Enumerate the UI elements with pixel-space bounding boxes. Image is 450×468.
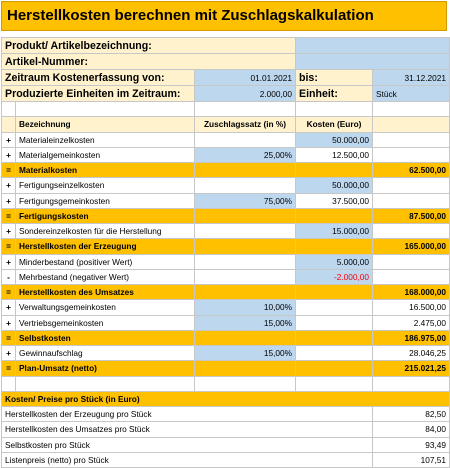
row-cost-input[interactable]: -2.000,00: [296, 269, 373, 284]
row-rate: [195, 208, 296, 223]
sheet-title: Herstellkosten berechnen mit Zuschlagskalkulation: [1, 1, 447, 31]
per-unit-label: Herstellkosten der Erzeugung pro Stück: [2, 407, 373, 422]
row-operator: +: [2, 147, 16, 162]
article-number-label: Artikel-Nummer:: [2, 54, 296, 70]
product-label: Produkt/ Artikelbezeichnung:: [2, 38, 296, 54]
row-total: [373, 193, 450, 208]
calculation-sheet: [1, 37, 450, 468]
row-rate: [195, 224, 296, 239]
per-unit-value: 107,51: [373, 452, 450, 467]
table-row: [2, 132, 450, 147]
row-total: [373, 178, 450, 193]
per-unit-label: Herstellkosten des Umsatzes pro Stück: [2, 422, 373, 437]
row-cost: [296, 346, 373, 361]
product-input[interactable]: [296, 38, 450, 54]
per-unit-value: 84,00: [373, 422, 450, 437]
row-cost-input[interactable]: 15.000,00: [296, 224, 373, 239]
info-row-article: [2, 54, 450, 70]
header-bezeichnung: Bezeichnung: [16, 117, 195, 132]
row-rate-input[interactable]: 15,00%: [195, 346, 296, 361]
row-operator: +: [2, 346, 16, 361]
per-unit-value: 93,49: [373, 437, 450, 452]
header-total: [373, 117, 450, 132]
row-label: Materialgemeinkosten: [16, 147, 195, 162]
table-row: [2, 300, 450, 315]
row-total: 215.021,25: [373, 361, 450, 376]
row-label: Materialeinzelkosten: [16, 132, 195, 147]
row-label: Selbstkosten: [16, 330, 195, 345]
row-total: [373, 254, 450, 269]
row-cost: [296, 285, 373, 300]
row-total: 168.000,00: [373, 285, 450, 300]
table-row-subtotal: [2, 239, 450, 254]
table-row-subtotal: [2, 361, 450, 376]
row-operator: +: [2, 193, 16, 208]
header-kosten: Kosten (Euro): [296, 117, 373, 132]
row-total: [373, 147, 450, 162]
row-operator: =: [2, 285, 16, 300]
row-cost: 37.500,00: [296, 193, 373, 208]
table-row: [2, 193, 450, 208]
units-label: Produzierte Einheiten im Zeitraum:: [2, 86, 195, 102]
row-rate: [195, 178, 296, 193]
row-label: Herstellkosten des Umsatzes: [16, 285, 195, 300]
row-cost: [296, 315, 373, 330]
row-operator: +: [2, 224, 16, 239]
period-label: Zeitraum Kostenerfassung von:: [2, 70, 195, 86]
row-rate: [195, 269, 296, 284]
row-label: Vertriebsgemeinkosten: [16, 315, 195, 330]
period-to-label: bis:: [296, 70, 373, 86]
row-operator: +: [2, 132, 16, 147]
units-input[interactable]: 2.000,00: [195, 86, 296, 102]
spacer-row: [2, 102, 450, 117]
table-row: [2, 224, 450, 239]
table-row-subtotal: [2, 330, 450, 345]
table-row: [2, 178, 450, 193]
row-label: Mehrbestand (negativer Wert): [16, 269, 195, 284]
row-label: Fertigungseinzelkosten: [16, 178, 195, 193]
row-cost: [296, 208, 373, 223]
table-row-subtotal: [2, 163, 450, 178]
row-cost: [296, 330, 373, 345]
per-unit-header-row: [2, 391, 450, 406]
info-row-period: [2, 70, 450, 86]
row-cost: [296, 361, 373, 376]
info-row-product: [2, 38, 450, 54]
row-operator: +: [2, 254, 16, 269]
row-cost-input[interactable]: 50.000,00: [296, 178, 373, 193]
per-unit-label: Selbstkosten pro Stück: [2, 437, 373, 452]
row-cost: 12.500,00: [296, 147, 373, 162]
per-unit-label: Listenpreis (netto) pro Stück: [2, 452, 373, 467]
row-label: Materialkosten: [16, 163, 195, 178]
row-rate: [195, 254, 296, 269]
row-total: 62.500,00: [373, 163, 450, 178]
row-total: 165.000,00: [373, 239, 450, 254]
row-cost-input[interactable]: 50.000,00: [296, 132, 373, 147]
header-zuschlag: Zuschlagssatz (in %): [195, 117, 296, 132]
table-row: [2, 315, 450, 330]
row-total: 28.046,25: [373, 346, 450, 361]
row-operator: =: [2, 208, 16, 223]
row-cost: [296, 239, 373, 254]
per-unit-row: [2, 407, 450, 422]
row-total: [373, 224, 450, 239]
row-operator: =: [2, 239, 16, 254]
period-from-input[interactable]: 01.01.2021: [195, 70, 296, 86]
period-to-input[interactable]: 31.12.2021: [373, 70, 450, 86]
row-total: 16.500,00: [373, 300, 450, 315]
row-label: Gewinnaufschlag: [16, 346, 195, 361]
row-total: [373, 132, 450, 147]
row-rate-input[interactable]: 25,00%: [195, 147, 296, 162]
row-operator: =: [2, 163, 16, 178]
row-rate: [195, 132, 296, 147]
row-rate: [195, 285, 296, 300]
row-cost: [296, 163, 373, 178]
row-label: Minderbestand (positiver Wert): [16, 254, 195, 269]
row-label: Fertigungskosten: [16, 208, 195, 223]
per-unit-row: [2, 452, 450, 467]
row-rate: [195, 163, 296, 178]
unit-input[interactable]: Stück: [373, 86, 450, 102]
row-label: Sondereinzelkosten für die Herstellung: [16, 224, 195, 239]
row-rate-input[interactable]: 15,00%: [195, 315, 296, 330]
row-rate-input[interactable]: 10,00%: [195, 300, 296, 315]
row-total: 87.500,00: [373, 208, 450, 223]
table-row-subtotal: [2, 285, 450, 300]
row-total: [373, 269, 450, 284]
info-row-units: [2, 86, 450, 102]
row-operator: +: [2, 300, 16, 315]
table-row-subtotal: [2, 208, 450, 223]
row-operator: +: [2, 178, 16, 193]
header-op: [2, 117, 16, 132]
row-cost-input[interactable]: 5.000,00: [296, 254, 373, 269]
row-total: 186.975,00: [373, 330, 450, 345]
per-unit-value: 82,50: [373, 407, 450, 422]
row-label: Fertigungsgemeinkosten: [16, 193, 195, 208]
per-unit-header: Kosten/ Preise pro Stück (in Euro): [2, 391, 450, 406]
unit-label: Einheit:: [296, 86, 373, 102]
table-header-row: [2, 117, 450, 132]
row-label: Plan-Umsatz (netto): [16, 361, 195, 376]
row-label: Herstellkosten der Erzeugung: [16, 239, 195, 254]
row-rate-input[interactable]: 75,00%: [195, 193, 296, 208]
row-operator: =: [2, 330, 16, 345]
table-row: [2, 254, 450, 269]
row-label: Verwaltungsgemeinkosten: [16, 300, 195, 315]
article-number-input[interactable]: [296, 54, 450, 70]
row-rate: [195, 239, 296, 254]
row-cost: [296, 300, 373, 315]
row-operator: =: [2, 361, 16, 376]
row-rate: [195, 330, 296, 345]
row-operator: +: [2, 315, 16, 330]
table-row: [2, 269, 450, 284]
table-row: [2, 346, 450, 361]
spacer-row: [2, 376, 450, 391]
table-row: [2, 147, 450, 162]
row-total: 2.475,00: [373, 315, 450, 330]
row-rate: [195, 361, 296, 376]
row-operator: -: [2, 269, 16, 284]
per-unit-row: [2, 422, 450, 437]
